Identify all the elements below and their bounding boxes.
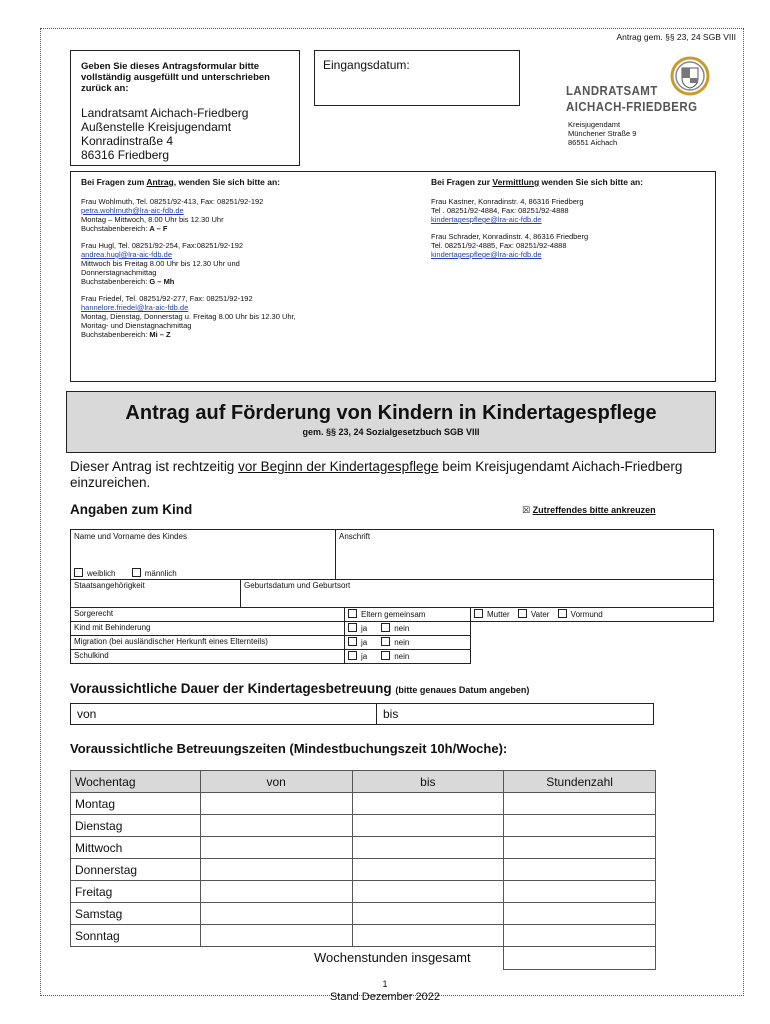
custody-both-checkbox[interactable] xyxy=(348,609,357,618)
hours-cell[interactable] xyxy=(504,925,656,947)
to-time-cell[interactable] xyxy=(352,793,504,815)
yes-no-row-label: Migration (bei ausländischer Herkunft eines Elternteils) xyxy=(70,635,345,650)
mother-checkbox[interactable] xyxy=(474,609,483,618)
from-time-cell[interactable] xyxy=(200,837,352,859)
range-label: Buchstabenbereich: xyxy=(81,277,150,286)
contact-email-link[interactable]: andrea.hugl@lra-aic-fdb.de xyxy=(81,250,172,259)
duration-heading: Voraussichtliche Dauer der Kindertagesbetreuung (bitte genaues Datum angeben) xyxy=(70,681,530,696)
range-value: Mi – Z xyxy=(149,330,171,339)
female-checkbox[interactable] xyxy=(74,568,83,577)
form-reference: Antrag gem. §§ 23, 24 SGB VIII xyxy=(616,32,736,42)
duration-from-field[interactable]: von xyxy=(71,704,377,724)
contact-entry xyxy=(81,241,401,286)
hours-cell[interactable] xyxy=(504,837,656,859)
no-label: nein xyxy=(394,638,410,647)
yes-label: ja xyxy=(361,638,368,647)
times-column-header: Stundenzahl xyxy=(504,771,656,793)
contact-hours: Mittwoch bis Freitag 8.00 Uhr bis 12.30 Uhr und xyxy=(81,259,240,268)
male-checkbox[interactable] xyxy=(132,568,141,577)
return-address-box xyxy=(70,50,300,166)
custody-single-cell: Mutter Vater Vormund xyxy=(470,607,714,622)
contact-hours: Montag, Dienstag, Donnerstag u. Freitag 8.00 Uhr bis 12.30 Uhr, xyxy=(81,312,296,321)
contacts-box xyxy=(70,171,716,382)
return-address xyxy=(81,106,289,162)
hours-cell[interactable] xyxy=(504,903,656,925)
from-time-cell[interactable] xyxy=(200,859,352,881)
times-row xyxy=(71,793,656,815)
times-row xyxy=(71,903,656,925)
contact-hours: Donnerstagnachmittag xyxy=(81,268,157,277)
hours-cell[interactable] xyxy=(504,881,656,903)
yes-label: ja xyxy=(361,652,368,661)
yes-checkbox[interactable] xyxy=(348,637,357,646)
weekday-cell: Montag xyxy=(71,793,201,815)
yes-checkbox[interactable] xyxy=(348,623,357,632)
contact-email-link[interactable]: hannelore.friedel@lra-aic-fdb.de xyxy=(81,303,189,312)
duration-row xyxy=(70,703,654,725)
total-hours-field[interactable] xyxy=(503,946,656,970)
times-heading: Voraussichtliche Betreuungszeiten (Mindestbuchungszeit 10h/Woche): xyxy=(70,741,508,756)
contact-range xyxy=(81,330,401,339)
yes-label: ja xyxy=(361,624,368,633)
no-checkbox[interactable] xyxy=(381,651,390,660)
nationality-cell[interactable]: Staatsangehörigkeit xyxy=(70,579,241,608)
logo-line-1: LANDRATSAMT xyxy=(566,83,658,98)
revision-date: Stand Dezember 2022 xyxy=(329,991,441,1003)
father-checkbox[interactable] xyxy=(518,609,527,618)
guardian-checkbox[interactable] xyxy=(558,609,567,618)
times-row xyxy=(71,881,656,903)
contact-phone: Tel. 08251/92-4885, Fax: 08251/92-4888 xyxy=(431,241,567,250)
received-date-label: Eingangsdatum: xyxy=(323,58,410,72)
weekday-cell: Samstag xyxy=(71,903,201,925)
weekday-cell: Sonntag xyxy=(71,925,201,947)
yes-no-row-options xyxy=(344,649,471,664)
hours-cell[interactable] xyxy=(504,793,656,815)
child-section-heading: Angaben zum Kind xyxy=(70,502,193,517)
title-banner xyxy=(66,391,716,453)
times-row xyxy=(71,925,656,947)
child-data-form xyxy=(70,529,714,668)
page-title: Antrag auf Förderung von Kindern in Kindertagespflege xyxy=(125,402,657,424)
return-address-line: Konradinstraße 4 xyxy=(81,134,174,148)
no-checkbox[interactable] xyxy=(381,623,390,632)
return-note: Geben Sie dieses Antragsformular bitte vollständig ausgefüllt und unterschrieben zurück an: xyxy=(81,61,270,94)
contact-entry xyxy=(431,197,711,224)
hours-cell[interactable] xyxy=(504,815,656,837)
intro-text: Dieser Antrag ist rechtzeitig vor Beginn der Kindertagespflege beim Kreisjugendamt Aichach-Friedberg einzureichen. xyxy=(70,459,683,490)
office-address-line: 86551 Aichach xyxy=(568,138,618,147)
from-time-cell[interactable] xyxy=(200,815,352,837)
contact-phone: Frau Friedel, Tel. 08251/92-277, Fax: 08251/92-192 xyxy=(81,294,253,303)
yes-no-row-options xyxy=(344,635,471,650)
range-label: Buchstabenbereich: xyxy=(81,330,150,339)
to-time-cell[interactable] xyxy=(352,903,504,925)
contact-email-link[interactable]: kindertagespflege@lra-aic-fdb.de xyxy=(431,250,542,259)
weekday-cell: Donnerstag xyxy=(71,859,201,881)
from-time-cell[interactable] xyxy=(200,881,352,903)
contact-phone: Tel . 08251/92-4884, Fax: 08251/92-4888 xyxy=(431,206,569,215)
from-time-cell[interactable] xyxy=(200,793,352,815)
times-table xyxy=(70,770,656,947)
duration-to-field[interactable]: bis xyxy=(383,707,399,721)
contact-hours: Montag – Mittwoch, 8.00 Uhr bis 12.30 Uhr xyxy=(81,215,224,224)
contact-address: Frau Kastner, Konradinstr. 4, 86316 Friedberg xyxy=(431,197,584,206)
contact-range xyxy=(81,277,401,286)
contact-phone: Frau Hugl, Tel. 08251/92-254, Fax:08251/92-192 xyxy=(81,241,244,250)
weekday-cell: Freitag xyxy=(71,881,201,903)
custody-both-cell: Eltern gemeinsam xyxy=(344,607,471,622)
page-subtitle: gem. §§ 23, 24 Sozialgesetzbuch SGB VIII xyxy=(302,427,480,437)
from-time-cell[interactable] xyxy=(200,903,352,925)
to-time-cell[interactable] xyxy=(352,837,504,859)
return-address-line: Außenstelle Kreisjugendamt xyxy=(81,120,232,134)
from-time-cell[interactable] xyxy=(200,925,352,947)
contacts-right-heading: Bei Fragen zur Vermittlung wenden Sie sich bitte an: xyxy=(431,177,644,187)
to-time-cell[interactable] xyxy=(352,859,504,881)
contact-entry xyxy=(81,294,401,339)
contacts-right-list xyxy=(431,197,711,259)
return-address-line: 86316 Friedberg xyxy=(81,148,170,162)
weekday-cell: Dienstag xyxy=(71,815,201,837)
contact-entry xyxy=(431,232,711,259)
check-hint: ☒ Zutreffendes bitte ankreuzen xyxy=(522,505,656,515)
contact-entry xyxy=(81,197,401,233)
to-time-cell[interactable] xyxy=(352,815,504,837)
child-address-cell[interactable]: Anschrift xyxy=(335,529,714,580)
contact-email-link[interactable]: kindertagespflege@lra-aic-fdb.de xyxy=(431,215,542,224)
yes-no-row-label: Kind mit Behinderung xyxy=(70,621,345,636)
no-checkbox[interactable] xyxy=(381,637,390,646)
contact-hours: Montag- und Dienstagnachmittag xyxy=(81,321,192,330)
contacts-left-list xyxy=(81,197,401,339)
contact-phone: Frau Wohlmuth, Tel. 08251/92-413, Fax: 08251/92-192 xyxy=(81,197,264,206)
custody-label-cell: Sorgerecht xyxy=(70,607,345,622)
received-date-box xyxy=(314,50,520,106)
range-value: G – Mh xyxy=(149,277,175,286)
yes-no-row-label: Schulkind xyxy=(70,649,345,664)
logo-line-2: AICHACH-FRIEDBERG xyxy=(566,99,698,114)
times-column-header: von xyxy=(200,771,352,793)
no-label: nein xyxy=(394,624,410,633)
times-row xyxy=(71,859,656,881)
coat-of-arms-icon xyxy=(670,56,710,96)
range-label: Buchstabenbereich: xyxy=(81,224,150,233)
times-column-header: Wochentag xyxy=(71,771,201,793)
page-number: 1 xyxy=(382,979,388,989)
weekday-cell: Mittwoch xyxy=(71,837,201,859)
contacts-left-heading: Bei Fragen zum Antrag, wenden Sie sich bitte an: xyxy=(81,177,281,187)
contact-email-link[interactable]: petra.wohlmuth@lra-aic-fdb.de xyxy=(81,206,184,215)
contact-address: Frau Schrader, Konradinstr. 4, 86316 Friedberg xyxy=(431,232,589,241)
no-label: nein xyxy=(394,652,410,661)
return-address-line: Landratsamt Aichach-Friedberg xyxy=(81,106,249,120)
child-name-cell[interactable]: Name und Vorname des Kindes weiblich männlich xyxy=(70,529,336,580)
to-time-cell[interactable] xyxy=(352,881,504,903)
times-row xyxy=(71,837,656,859)
contact-range xyxy=(81,224,401,233)
hours-cell[interactable] xyxy=(504,859,656,881)
times-column-header: bis xyxy=(352,771,504,793)
range-value: A – F xyxy=(149,224,168,233)
to-time-cell[interactable] xyxy=(352,925,504,947)
yes-no-row-options xyxy=(344,621,471,636)
total-label: Wochenstunden insgesamt xyxy=(314,950,471,965)
office-address-line: Kreisjugendamt xyxy=(568,120,621,129)
birth-cell[interactable]: Geburtsdatum und Geburtsort xyxy=(240,579,714,608)
times-row xyxy=(71,815,656,837)
office-address-line: Münchener Straße 9 xyxy=(568,129,637,138)
authority-logo xyxy=(566,56,726,156)
office-address xyxy=(568,120,636,147)
yes-checkbox[interactable] xyxy=(348,651,357,660)
